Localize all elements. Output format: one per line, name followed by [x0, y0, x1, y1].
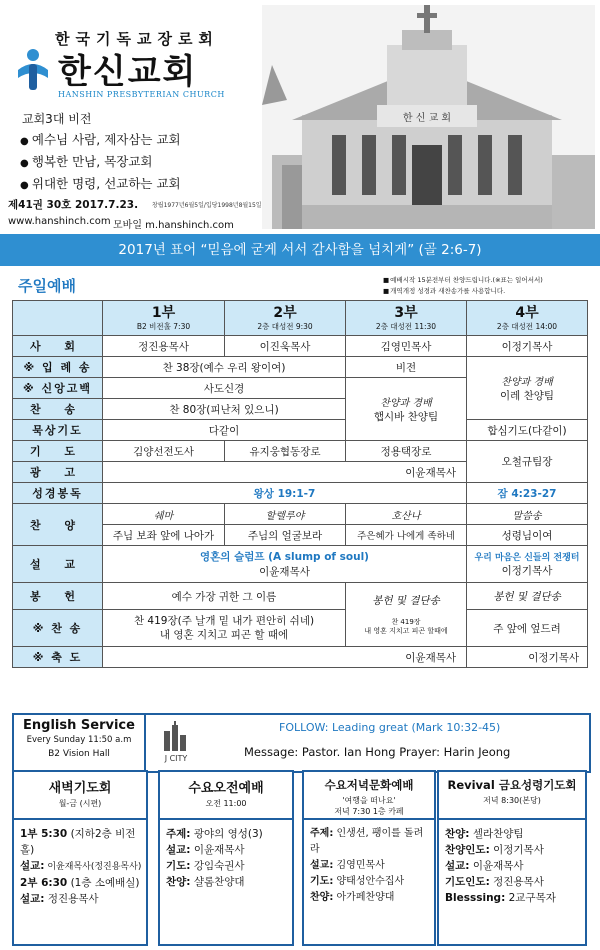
box-title: 수요오전예배: [188, 781, 264, 796]
english-service-title: English Service: [23, 718, 135, 733]
row-label: 찬 송: [13, 399, 103, 420]
english-service-panel: [12, 713, 591, 773]
cell: 비전: [346, 357, 467, 378]
sermon-title: 우리 마음은 신들의 전쟁터: [474, 553, 580, 563]
note: ■ 예배시작 15분전부터 찬양드립니다.(※표는 일어서서): [383, 275, 543, 286]
sermon-preacher: 이윤재목사: [259, 566, 310, 578]
sermon-preacher: 이정기목사: [501, 565, 553, 577]
church-name-en: HANSHIN PRESBYTERIAN CHURCH: [58, 90, 225, 99]
box-line: 1부 5:30 (지하2층 비전홀): [20, 828, 136, 856]
english-service-place: B2 Vision Hall: [48, 749, 110, 759]
table-row: [13, 647, 588, 668]
cell: 예수 가장 귀한 그 이름: [103, 583, 346, 610]
box-line: 2부 6:30 (1층 소예배실): [20, 877, 140, 889]
box-line: 찬양: 샬롬찬양대: [166, 876, 245, 888]
service-3-header: 3부 2층 대성전 11:30: [346, 301, 467, 336]
box-line: 기도: 강임숙권사: [166, 860, 245, 872]
service-2-header: 2부 2층 대성전 9:30: [225, 301, 346, 336]
note: ■ 개역개정 성경과 새찬송가를 사용합니다.: [383, 286, 543, 297]
row-label: 묵상기도: [13, 420, 103, 441]
cell: 봉헌 및 결단송: [467, 583, 588, 610]
cell: 주 앞에 엎드려: [467, 610, 588, 647]
cell: 유지웅협동장로: [225, 441, 346, 462]
wednesday-morning-box: [158, 770, 294, 946]
box-body: [166, 826, 288, 890]
closing-hymn-line: 찬 419장(주 날개 밑 내가 편안히 쉬네): [133, 615, 315, 627]
table-row: [13, 420, 588, 441]
cell: 이진욱목사: [225, 336, 346, 357]
box-line: 설교: 이윤재목사: [166, 844, 245, 856]
cell: 찬 38장(예수 우리 왕이여): [103, 357, 346, 378]
cell: 왕상 19:1-7: [103, 483, 467, 504]
box-line: 설교: 김영민목사: [310, 860, 385, 871]
closing-hymn-note: 찬 419장: [391, 618, 421, 626]
denomination: 한국기독교장로회: [55, 30, 219, 48]
cell: 이윤재목사: [103, 462, 467, 483]
box-sub: 오전 11:00: [205, 799, 247, 808]
box-title: 수요저녁문화예배: [324, 778, 414, 792]
praise-team: 이레 찬양팀: [499, 390, 555, 402]
mobile-link[interactable]: 모바일 m.hanshinch.com: [113, 220, 234, 231]
box-header: [439, 772, 585, 820]
cell: 이윤재목사: [103, 647, 467, 668]
choir-song: 주은혜가 나에게 족하네: [346, 525, 467, 546]
praise-handwriting: 찬양과 경배: [501, 377, 553, 388]
box-line: 설교: 이윤재목사(정진용목사): [20, 860, 142, 872]
vision-title: 교회3대 비전: [22, 112, 92, 126]
row-label: ※ 축 도: [13, 647, 103, 668]
box-header: [160, 772, 292, 820]
row-label: 기 도: [13, 441, 103, 462]
cell: 김영민목사: [346, 336, 467, 357]
cell: 잠 4:23-27: [467, 483, 588, 504]
table-row: [13, 483, 588, 504]
vision-item: ● 행복한 만남, 목장교회: [20, 152, 181, 174]
choir-song: 주님의 얼굴보라: [225, 525, 346, 546]
cell: 정용택장로: [346, 441, 467, 462]
friday-prayer-box: [437, 770, 587, 946]
box-title: Revival 금요성령기도회: [447, 778, 577, 792]
service-4-header: 4부 2층 대성전 14:00: [467, 301, 588, 336]
box-line: 설교: 이윤재목사: [445, 860, 524, 872]
sermon-cell: [103, 546, 467, 583]
issue-info: 제41권 30호 2017.7.23.: [8, 199, 139, 211]
cell: 사도신경: [103, 378, 346, 399]
section-title: 주일예배: [18, 277, 76, 295]
box-line: 찬양: 아가페찬양대: [310, 892, 395, 903]
table-row: [13, 357, 588, 378]
english-follow: FOLLOW: Leading great (Mark 10:32-45): [279, 721, 501, 734]
box-line: 찬양: 셀라찬양팀: [445, 828, 524, 840]
bulletin-header: [0, 0, 600, 236]
sermon-title: 영혼의 슬럼프 (A slump of soul): [200, 551, 369, 563]
box-line: Blesssing: 2교구목자: [445, 892, 556, 904]
cell: 오철규팀장: [467, 441, 588, 483]
box-sub: 저녁 7:30 1층 카페: [334, 807, 404, 816]
box-body: [310, 826, 430, 906]
service-1-header: 1부 B2 비전홀 7:30: [103, 301, 225, 336]
table-row: [13, 504, 588, 525]
church-name: 한신교회: [58, 52, 198, 92]
choir-name: 말씀송: [467, 504, 588, 525]
choir-song: 성령님이여: [467, 525, 588, 546]
row-label: ※ 입 례 송: [13, 357, 103, 378]
box-line: 찬양인도: 이정기목사: [445, 844, 544, 856]
row-label: 찬 양: [13, 504, 103, 546]
table-row: [13, 546, 588, 583]
church-logo-icon: [14, 48, 52, 92]
sermon-cell: [467, 546, 588, 583]
cell: 찬 80장(피난처 있으니): [103, 399, 346, 420]
cell: 합심기도(다같이): [467, 420, 588, 441]
row-label: 성경봉독: [13, 483, 103, 504]
table-row: [13, 441, 588, 462]
table-header-row: [13, 301, 588, 336]
cell: 김양선전도사: [103, 441, 225, 462]
choir-song: 주님 보좌 앞에 나아가: [103, 525, 225, 546]
box-line: 기도: 양태성안수집사: [310, 876, 405, 887]
cell: [346, 583, 467, 647]
box-header: [14, 772, 146, 820]
row-label: 사 회: [13, 336, 103, 357]
yearly-motto-banner: 2017년 표어 “믿음에 굳게 서서 감사함을 넘치게” (골 2:6-7): [0, 234, 600, 266]
corner-cell: [13, 301, 103, 336]
box-line: 주제: 광야의 영성(3): [166, 828, 263, 840]
worship-notes: [383, 275, 543, 297]
choir-name: 쉐마: [103, 504, 225, 525]
table-row: [13, 610, 588, 647]
cell: [103, 610, 346, 647]
vision-item: ● 위대한 명령, 선교하는 교회: [20, 174, 181, 196]
church-building-photo: [262, 5, 595, 229]
english-message: Message: Pastor. Ian Hong Prayer: Harin Jeong: [244, 745, 511, 759]
box-line: 주제: 인생션, 팽이를 돌려라: [310, 828, 424, 855]
box-title: 새벽기도회: [48, 781, 112, 796]
box-line: 기도인도: 정진용목사: [445, 876, 544, 888]
praise-cell: [467, 357, 588, 420]
row-label: 광 고: [13, 462, 103, 483]
photo-sign: 한 신 교 회: [402, 113, 452, 124]
cell: 다같이: [103, 420, 346, 441]
closing-hymn-note: 내 영혼 지치고 피곤 할때에: [364, 627, 448, 635]
vision-item: ● 예수님 사람, 제자삼는 교회: [20, 130, 181, 152]
jcity-text: J CITY: [164, 754, 188, 763]
box-line: 설교: 정진용목사: [20, 893, 99, 905]
choir-name: 호산나: [346, 504, 467, 525]
cell: 이정기목사: [467, 336, 588, 357]
cell: 이정기목사: [467, 647, 588, 668]
box-sub: 저녁 8:30(본당): [483, 796, 541, 805]
box-sub: 월-금 (시편): [58, 799, 102, 808]
english-service-info: [14, 715, 146, 771]
box-sub: '여행을 떠나요': [342, 796, 396, 805]
row-label: ※ 신앙고백: [13, 378, 103, 399]
jcity-logo-icon: [156, 721, 196, 765]
row-label: ※ 찬 송: [13, 610, 103, 647]
praise-team: 햅시바 찬양팀: [373, 411, 439, 423]
worship-order-table: [12, 300, 588, 668]
english-service-time: Every Sunday 11:50 a.m: [26, 735, 132, 745]
wednesday-evening-box: [302, 770, 436, 946]
founding-info: 창립1977년6월5일/입당1998년8월15일: [152, 202, 262, 209]
website-link[interactable]: www.hanshinch.com: [8, 216, 111, 227]
table-row: [13, 336, 588, 357]
row-label: 봉 헌: [13, 583, 103, 610]
closing-hymn-line: 내 영혼 지치고 피곤 할 때에: [159, 629, 289, 641]
praise-handwriting: 찬양과 경배: [380, 398, 432, 409]
box-body: [445, 826, 581, 906]
box-body: [20, 826, 142, 907]
box-header: [304, 772, 434, 820]
row-label: 설 교: [13, 546, 103, 583]
offering-note: 봉헌 및 결단송: [372, 595, 440, 607]
table-row: [13, 583, 588, 610]
cell: 정진용목사: [103, 336, 225, 357]
dawn-prayer-box: [12, 770, 148, 946]
choir-name: 할렐루야: [225, 504, 346, 525]
praise-cell: [346, 378, 467, 441]
vision-list: [20, 130, 181, 196]
